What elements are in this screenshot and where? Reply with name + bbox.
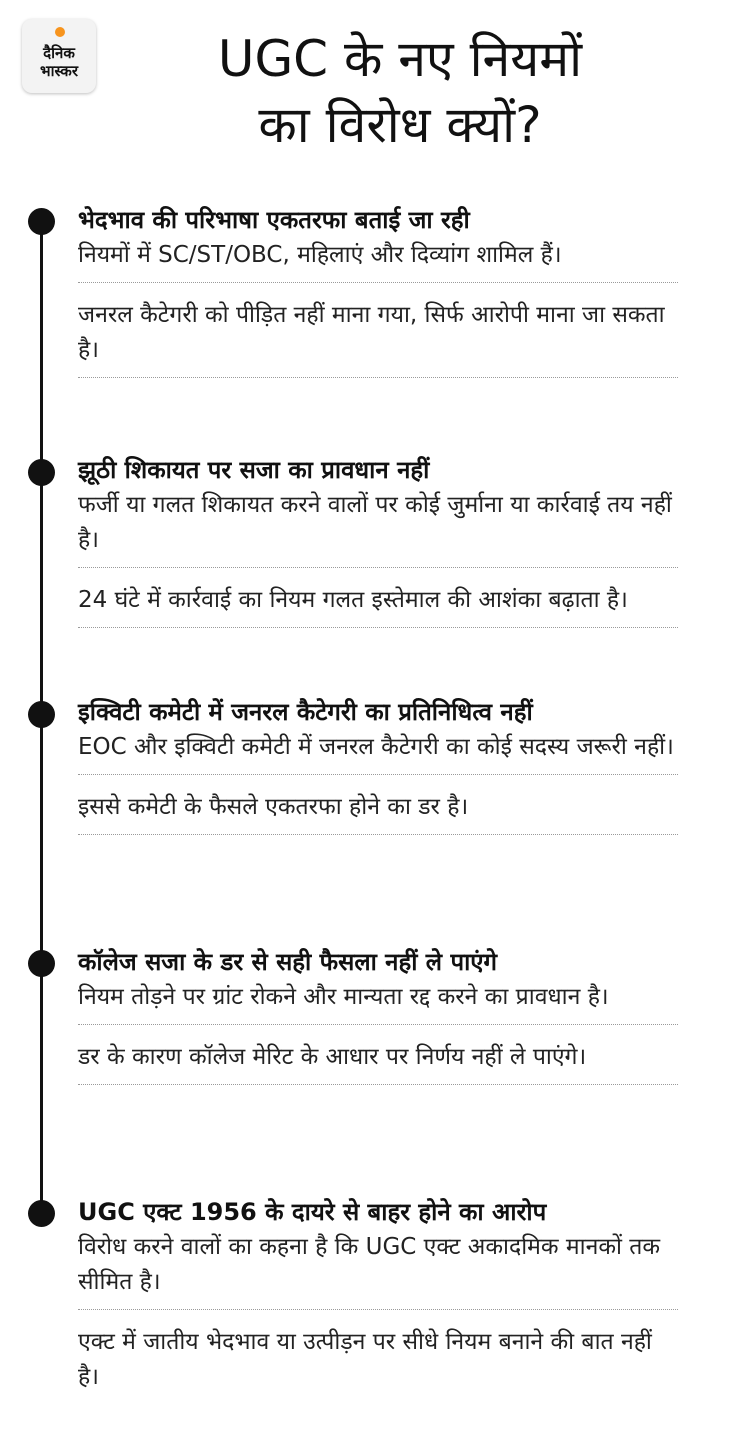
logo-text-line1: दैनिक (43, 44, 75, 62)
timeline-dot-2 (28, 459, 55, 486)
timeline-dot-3 (28, 701, 55, 728)
reason-section-4 (78, 944, 678, 1085)
reason-paragraph: EOC और इक्विटी कमेटी में जनरल कैटेगरी का कोई सदस्य जरूरी नहीं। (78, 730, 678, 775)
reason-heading: इक्विटी कमेटी में जनरल कैटेगरी का प्रतिनिधित्व नहीं (78, 698, 533, 726)
reason-paragraph: जनरल कैटेगरी को पीड़ित नहीं माना गया, सिर्फ आरोपी माना जा सकता है। (78, 283, 678, 378)
reason-paragraph: एक्ट में जातीय भेदभाव या उत्पीड़न पर सीधे नियम बनाने की बात नहीं है। (78, 1329, 652, 1390)
page-title-line1: UGC के नए नियमों (217, 30, 583, 88)
reason-heading: UGC एक्ट 1956 के दायरे से बाहर होने का आरोप (78, 1198, 547, 1226)
timeline-dot-1 (28, 208, 55, 235)
reason-heading: झूठी शिकायत पर सजा का प्रावधान नहीं (78, 456, 430, 484)
reason-section-2 (78, 452, 678, 628)
reason-paragraph: नियम तोड़ने पर ग्रांट रोकने और मान्यता रद्द करने का प्रावधान है। (78, 980, 678, 1025)
page-title (120, 26, 680, 158)
reason-heading: भेदभाव की परिभाषा एकतरफा बताई जा रही (78, 206, 470, 234)
logo-sun-icon (55, 27, 65, 37)
page-title-line2: का विरोध क्यों? (258, 96, 542, 154)
logo-text-line2: भास्कर (40, 62, 78, 80)
reason-section-5 (78, 1194, 678, 1404)
reason-paragraph: 24 घंटे में कार्रवाई का नियम गलत इस्तेमाल की आशंका बढ़ाता है। (78, 568, 678, 628)
reason-heading: कॉलेज सजा के डर से सही फैसला नहीं ले पाएंगे (78, 948, 498, 976)
reason-section-3 (78, 694, 678, 835)
reason-section-1 (78, 202, 678, 378)
reason-paragraph: नियमों में SC/ST/OBC, महिलाएं और दिव्यांग शामिल हैं। (78, 238, 678, 283)
reason-paragraph: विरोध करने वालों का कहना है कि UGC एक्ट अकादमिक मानकों तक सीमित है। (78, 1230, 678, 1310)
brand-logo (22, 19, 96, 93)
timeline-dot-5 (28, 1200, 55, 1227)
reason-paragraph: फर्जी या गलत शिकायत करने वालों पर कोई जुर्माना या कार्रवाई तय नहीं है। (78, 488, 678, 568)
reason-paragraph: डर के कारण कॉलेज मेरिट के आधार पर निर्णय नहीं ले पाएंगे। (78, 1025, 678, 1085)
timeline-dot-4 (28, 950, 55, 977)
reason-paragraph: इससे कमेटी के फैसले एकतरफा होने का डर है। (78, 775, 678, 835)
